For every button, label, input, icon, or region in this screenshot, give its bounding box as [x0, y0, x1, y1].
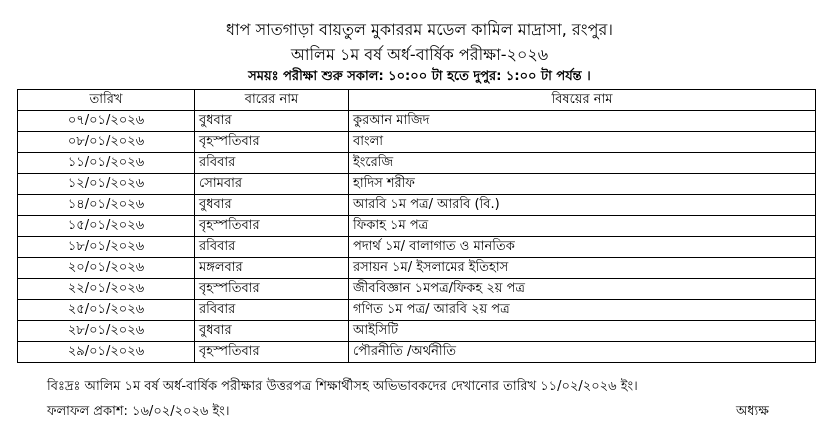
day-cell: সোমবার	[195, 174, 349, 195]
result-publication-date: ফলাফল প্রকাশ: ১৬/০২/২০২৬ ইং।	[47, 404, 230, 419]
date-cell: ১৪/০১/২০২৬	[18, 195, 195, 216]
exam-time-line: সময়ঃ পরীক্ষা শুরু সকাল: ১০:০০ টা হতে দুপুর: ১:০০ টা পর্যন্ত ।	[248, 69, 591, 84]
subject-cell: আরবি ১ম পত্র/ আরবি (বি.)	[349, 195, 816, 216]
day-cell: বৃহস্পতিবার	[195, 342, 349, 363]
day-cell: বৃহস্পতিবার	[195, 216, 349, 237]
subject-cell: হাদিস শরীফ	[349, 174, 816, 195]
day-cell: রবিবার	[195, 153, 349, 174]
table-row	[18, 279, 816, 300]
subject-cell: পৌরনীতি /অর্থনীতি	[349, 342, 816, 363]
table-row	[18, 174, 816, 195]
subject-cell: রসায়ন ১ম/ ইসলামের ইতিহাস	[349, 258, 816, 279]
table-row	[18, 321, 816, 342]
date-cell: ১২/০১/২০২৬	[18, 174, 195, 195]
day-cell: বৃহস্পতিবার	[195, 279, 349, 300]
day-cell: বুধবার	[195, 321, 349, 342]
exam-routine-table	[17, 89, 816, 363]
date-cell: ০৭/০১/২০২৬	[18, 111, 195, 132]
table-row	[18, 111, 816, 132]
day-cell: বুধবার	[195, 195, 349, 216]
column-header-subject: বিষয়ের নাম	[349, 90, 816, 111]
subject-cell: বাংলা	[349, 132, 816, 153]
table-row	[18, 258, 816, 279]
subject-cell: পদার্থ ১ম/ বালাগাত ও মানতিক	[349, 237, 816, 258]
institution-title: ধাপ সাতগাড়া বায়তুল মুকাররম মডেল কামিল মাদ্রাসা, রংপুর।	[226, 20, 613, 39]
date-cell: ০৮/০১/২০২৬	[18, 132, 195, 153]
principal-signature-label: অধ্যক্ষ	[736, 404, 769, 419]
table-row	[18, 153, 816, 174]
subject-cell: ফিকাহ ১ম পত্র	[349, 216, 816, 237]
day-cell: বৃহস্পতিবার	[195, 132, 349, 153]
subject-cell: গণিত ১ম পত্র/ আরবি ২য় পত্র	[349, 300, 816, 321]
table-row	[18, 300, 816, 321]
date-cell: ২৯/০১/২০২৬	[18, 342, 195, 363]
subject-cell: আইসিটি	[349, 321, 816, 342]
date-cell: ২২/০১/২০২৬	[18, 279, 195, 300]
day-cell: মঙ্গলবার	[195, 258, 349, 279]
footer-note: বিঃদ্রঃ আলিম ১ম বর্ষ অর্ধ-বার্ষিক পরীক্ষার উত্তরপত্র শিক্ষার্থীসহ অভিভাবকদের দেখানোর তারিখ ১১/০২/২০২৬ ইং।	[47, 379, 638, 394]
column-header-day: বারের নাম	[195, 90, 349, 111]
date-cell: ১১/০১/২০২৬	[18, 153, 195, 174]
table-row	[18, 237, 816, 258]
table-header-row	[18, 90, 816, 111]
date-cell: ২৫/০১/২০২৬	[18, 300, 195, 321]
table-row	[18, 195, 816, 216]
day-cell: বুধবার	[195, 111, 349, 132]
table-row	[18, 132, 816, 153]
day-cell: রবিবার	[195, 300, 349, 321]
subject-cell: জীববিজ্ঞান ১মপত্র/ফিকহ ২য় পত্র	[349, 279, 816, 300]
subject-cell: কুরআন মাজিদ	[349, 111, 816, 132]
date-cell: ২০/০১/২০২৬	[18, 258, 195, 279]
exam-title: আলিম ১ম বর্ষ অর্ধ-বার্ষিক পরীক্ষা-২০২৬	[290, 45, 549, 64]
table-body	[18, 111, 816, 363]
date-cell: ১৮/০১/২০২৬	[18, 237, 195, 258]
column-header-date: তারিখ	[18, 90, 195, 111]
date-cell: ১৫/০১/২০২৬	[18, 216, 195, 237]
table-row	[18, 216, 816, 237]
day-cell: রবিবার	[195, 237, 349, 258]
table-row	[18, 342, 816, 363]
subject-cell: ইংরেজি	[349, 153, 816, 174]
date-cell: ২৮/০১/২০২৬	[18, 321, 195, 342]
